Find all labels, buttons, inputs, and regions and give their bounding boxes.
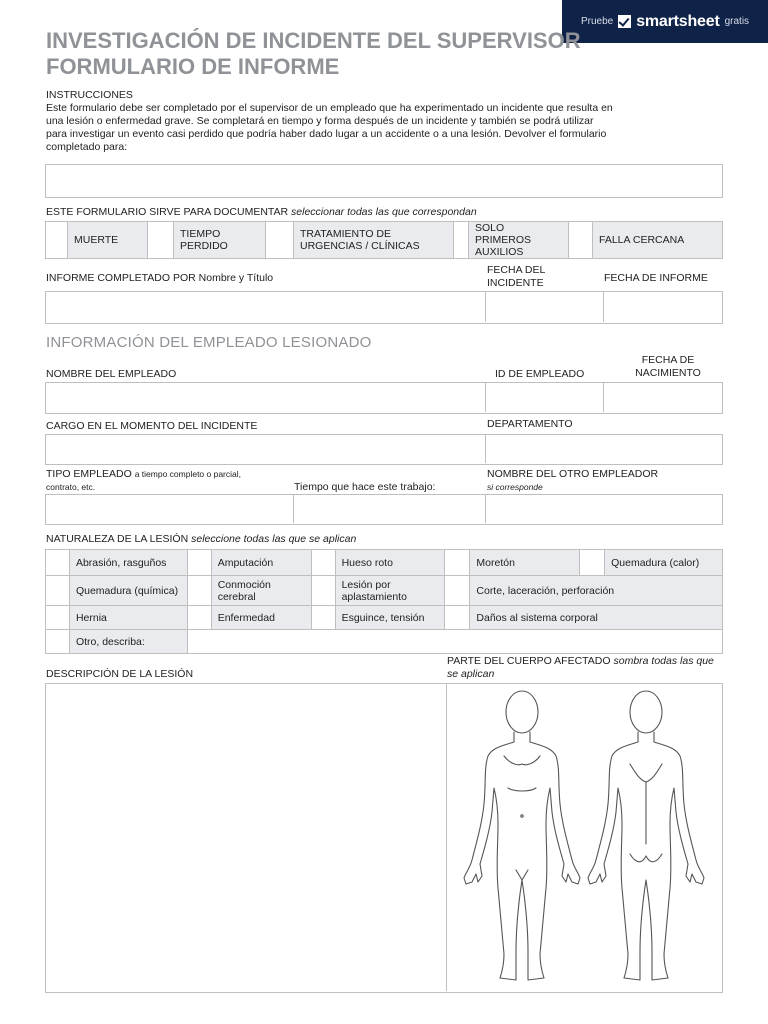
banner-pre-text: Pruebe — [580, 16, 614, 27]
form-title — [46, 28, 581, 80]
checkbox-abrasion[interactable] — [46, 550, 70, 576]
form-title-line2: FORMULARIO DE INFORME — [46, 54, 340, 79]
body-diagram[interactable] — [446, 684, 722, 992]
injury-danos-sistema: Daños al sistema corporal — [470, 606, 723, 630]
checkbox-hernia[interactable] — [46, 606, 70, 630]
other-employer-hint: si corresponde — [487, 482, 543, 492]
smartsheet-promo-banner[interactable] — [562, 0, 768, 43]
checkbox-quemadura-quimica[interactable] — [46, 576, 70, 606]
checkbox-tiempo-perdido[interactable] — [148, 222, 174, 259]
document-purpose-hint: seleccionar todas las que correspondan — [291, 206, 477, 218]
department-label: DEPARTAMENTO — [487, 418, 573, 430]
option-tratamiento: TRATAMIENTO DE URGENCIAS / CLÍNICAS — [294, 222, 454, 259]
injury-nature-hint: seleccione todas las que se aplican — [191, 533, 357, 545]
checkbox-enfermedad[interactable] — [187, 606, 211, 630]
injury-hueso-roto: Hueso roto — [335, 550, 445, 576]
body-part-hint-2: que se aplican — [447, 655, 714, 680]
smartsheet-logo-icon — [618, 15, 631, 28]
form-title-line1: INVESTIGACIÓN DE INCIDENTE DEL SUPERVISOR — [46, 28, 581, 53]
document-purpose-label: ESTE FORMULARIO SIRVE PARA DOCUMENTAR — [46, 206, 289, 218]
divider — [485, 435, 486, 463]
injury-enfermedad: Enfermedad — [211, 606, 311, 630]
employee-type-hint: a tiempo completo o parcial, — [134, 469, 242, 479]
instructions-line: una lesión o enfermedad grave. Se completará en tiempo y forma después de un incidente y también se podrá utilizar — [46, 115, 594, 127]
injury-corte: Corte, laceración, perforación — [470, 576, 723, 606]
injury-aplastamiento: Lesión por aplastamiento — [335, 576, 445, 606]
injury-otro-label: Otro, describa: — [69, 630, 187, 654]
injury-amputacion: Amputación — [211, 550, 311, 576]
injury-abrasion: Abrasión, rasguños — [69, 550, 187, 576]
divider — [603, 292, 604, 322]
body-part-hint: sombra todas las — [613, 655, 694, 667]
body-part-heading — [447, 655, 722, 681]
employee-name-label: NOMBRE DEL EMPLEADO — [46, 368, 177, 380]
back-body-icon — [588, 691, 704, 980]
injury-moreton: Moretón — [470, 550, 580, 576]
checkbox-quemadura-calor[interactable] — [580, 550, 605, 576]
instructions-heading: INSTRUCCIONES — [46, 89, 133, 101]
checkbox-tratamiento[interactable] — [266, 222, 294, 259]
option-muerte: MUERTE — [68, 222, 148, 259]
body-part-label: PARTE DEL CUERPO AFECTADO — [447, 655, 611, 667]
injury-quemadura-quimica: Quemadura (química) — [69, 576, 187, 606]
injury-hernia: Hernia — [69, 606, 187, 630]
employee-id-label: ID DE EMPLEADO — [495, 368, 585, 380]
instructions-line: Este formulario debe ser completado por el supervisor de un empleado que ha experimentado un incidente que resulta en — [46, 102, 613, 114]
section-title-injured-employee: INFORMACIÓN DEL EMPLEADO LESIONADO — [46, 334, 372, 351]
instructions-block — [46, 89, 726, 154]
injury-quemadura-calor: Quemadura (calor) — [605, 550, 723, 576]
divider — [485, 292, 486, 322]
injury-conmocion: Conmoción cerebral — [211, 576, 311, 606]
injury-nature-label: NATURALEZA DE LA LESIÓN — [46, 533, 189, 545]
divider — [293, 495, 294, 523]
employee-dob-label: FECHA DE NACIMIENTO — [635, 354, 701, 379]
other-employer-label: NOMBRE DEL OTRO EMPLEADOR — [487, 468, 659, 480]
completed-by-label: INFORME COMPLETADO POR Nombre y Título — [46, 272, 274, 284]
front-body-icon — [464, 691, 580, 980]
employee-row-1 — [45, 382, 723, 414]
checkbox-moreton[interactable] — [445, 550, 470, 576]
banner-brand: smartsheet — [636, 12, 720, 30]
return-to-field[interactable] — [45, 164, 723, 198]
checkbox-esguince[interactable] — [311, 606, 335, 630]
injury-nature-table — [45, 549, 723, 654]
option-tiempo-perdido: TIEMPO PERDIDO — [174, 222, 266, 259]
checkbox-hueso-roto[interactable] — [311, 550, 335, 576]
divider — [603, 383, 604, 412]
employee-type-heading — [46, 468, 241, 481]
injury-nature-heading — [46, 533, 356, 546]
banner-post-text: gratis — [724, 16, 750, 27]
injury-otro-field[interactable] — [187, 630, 722, 654]
checkbox-aplastamiento[interactable] — [311, 576, 335, 606]
instructions-line: para investigar un evento casi perdido que podría haber dado lugar a un accidente o a una lesión. Devolver el formulario — [46, 128, 607, 140]
injury-description-label: DESCRIPCIÓN DE LA LESIÓN — [46, 668, 194, 680]
checkbox-falla-cercana[interactable] — [569, 222, 593, 259]
checkbox-otro[interactable] — [46, 630, 70, 654]
injury-esguince: Esguince, tensión — [335, 606, 445, 630]
checkbox-corte[interactable] — [445, 576, 470, 606]
report-date-label: FECHA DE INFORME — [604, 272, 708, 284]
document-purpose-heading — [46, 206, 477, 219]
option-primeros-auxilios: SOLO PRIMEROS AUXILIOS — [469, 222, 569, 259]
divider — [485, 495, 486, 523]
employee-type-hint-2: contrato, etc. — [46, 482, 96, 492]
document-purpose-table — [45, 221, 723, 259]
incident-date-label: FECHA DEL INCIDENTE — [487, 264, 545, 289]
position-label: CARGO EN EL MOMENTO DEL INCIDENTE — [46, 420, 258, 432]
divider — [485, 383, 486, 412]
employee-type-label: TIPO EMPLEADO — [46, 468, 132, 480]
employee-row-3 — [45, 494, 723, 525]
checkbox-amputacion[interactable] — [187, 550, 211, 576]
employee-row-2 — [45, 434, 723, 465]
time-in-job-label: Tiempo que hace este trabajo: — [294, 481, 436, 493]
checkbox-muerte[interactable] — [46, 222, 68, 259]
report-info-row — [45, 291, 723, 324]
checkbox-conmocion[interactable] — [187, 576, 211, 606]
instructions-line: completado para: — [46, 141, 128, 153]
option-falla-cercana: FALLA CERCANA — [593, 222, 723, 259]
checkbox-danos-sistema[interactable] — [445, 606, 470, 630]
body-outline-icon[interactable] — [446, 684, 722, 990]
checkbox-primeros-auxilios[interactable] — [454, 222, 469, 259]
